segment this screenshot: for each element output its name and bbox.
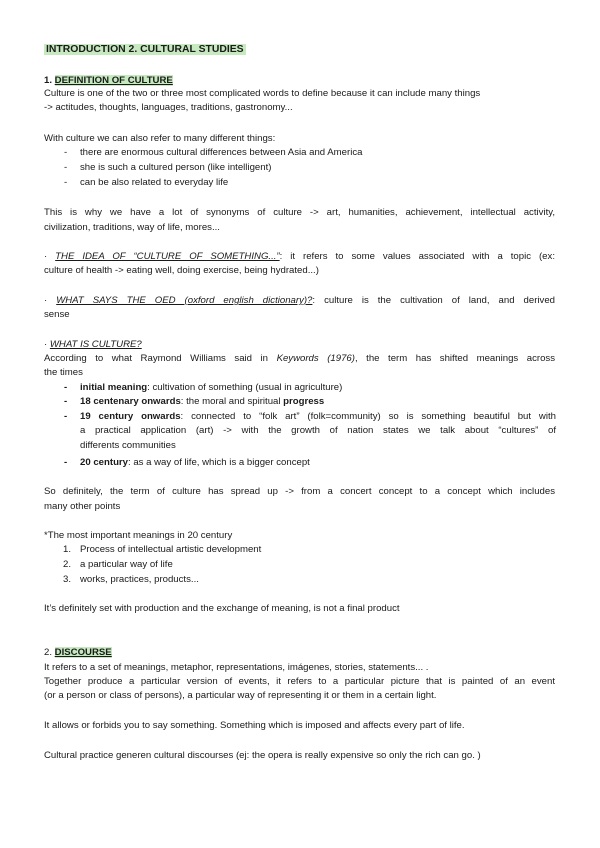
list-dash: -	[64, 147, 68, 158]
list-number: 3.	[63, 574, 72, 585]
s1-p3-line1: This is why we have a lot of synonyms of culture -> art, humanities, achievement, intellectual activity,	[44, 207, 555, 218]
list-item: 18 centenary onwards: the moral and spiritual progress	[80, 396, 325, 407]
s1-p3-line2: civilization, traditions, way of life, mores...	[44, 222, 220, 233]
s1-p4-line1: So definitely, the term of culture has spread up -> from a concert concept to a concept which includes	[44, 486, 555, 497]
idea-paragraph-line2: culture of health -> eating well, doing exercise, being hydrated...)	[44, 265, 319, 276]
s2-p4: Cultural practice generen cultural discourses (ej: the opera is really expensive so only the rich can go. )	[44, 750, 481, 761]
s2-p2-line2: (or a person or class of persons), a particular way of representing it or them in a certain light.	[44, 690, 437, 701]
bullet: ·	[44, 339, 48, 350]
raymond-line2: the times	[44, 367, 83, 378]
list-dash: -	[64, 411, 68, 422]
s2-p3: It allows or forbids you to say something. Something which is imposed and affects every part of life.	[44, 720, 465, 731]
s1-p5: *The most important meanings in 20 century	[44, 530, 233, 541]
list-item-continued: a practical application (art) -> with the growth of nation states we talk about “cultures” of	[80, 425, 556, 436]
list-item: 20 century: as a way of life, which is a bigger concept	[80, 457, 310, 468]
s2-p2-line1: Together produce a particular version of events, it refers to a particular picture that is painted of an event	[44, 676, 555, 687]
list-item: initial meaning: cultivation of something (usual in agriculture)	[80, 382, 343, 393]
list-dash: -	[64, 177, 68, 188]
list-item: Process of intellectual artistic development	[80, 544, 262, 555]
oed-label: WHAT SAYS THE OED (oxford english dictionary)?	[56, 295, 313, 306]
what-is-culture-heading: · WHAT IS CULTURE?	[44, 339, 142, 350]
list-item: can be also related to everyday life	[80, 177, 229, 188]
oed-paragraph-line1: · WHAT SAYS THE OED (oxford english dictionary)?: culture is the cultivation of land, and derived	[44, 295, 556, 306]
list-number: 1.	[63, 544, 72, 555]
bullet: ·	[44, 251, 48, 262]
list-item: works, practices, products...	[80, 574, 199, 585]
raymond-line1: According to what Raymond Williams said in Keywords (1976), the term has shifted meanings across	[44, 353, 555, 364]
list-dash: -	[64, 162, 68, 173]
section-1-heading: 1. DEFINITION OF CULTURE	[44, 75, 173, 86]
section-2-heading: 2. DISCOURSE	[44, 647, 112, 658]
idea-paragraph-line1: · THE IDEA OF “CULTURE OF SOMETHING...”: it refers to some values associated with a topic (ex:	[44, 251, 555, 262]
s1-p2: With culture we can also refer to many different things:	[44, 133, 276, 144]
list-item: there are enormous cultural differences between Asia and America	[80, 147, 363, 158]
list-dash: -	[64, 457, 68, 468]
list-number: 2.	[63, 559, 72, 570]
bullet: ·	[44, 295, 48, 306]
s2-p1: It refers to a set of meanings, metaphor, representations, imágenes, stories, statements... .	[44, 662, 429, 673]
s1-p4-line2: many other points	[44, 501, 121, 512]
list-dash: -	[64, 396, 68, 407]
list-item: she is such a cultured person (like intelligent)	[80, 162, 272, 173]
list-item: a particular way of life	[80, 559, 173, 570]
s1-p6: It’s definitely set with production and the exchange of meaning, is not a final product	[44, 603, 400, 614]
list-dash: -	[64, 382, 68, 393]
idea-label: THE IDEA OF “CULTURE OF SOMETHING...”	[55, 251, 280, 262]
list-item: 19 century onwards: connected to “folk art” (folk=community) so is something beautiful but with	[80, 411, 556, 422]
s1-p1-line2: -> actitudes, thoughts, languages, traditions, gastronomy...	[44, 102, 293, 113]
s1-p1-line1: Culture is one of the two or three most complicated words to define because it can include many things	[44, 88, 481, 99]
oed-paragraph-line2: sense	[44, 309, 70, 320]
document-title: INTRODUCTION 2. CULTURAL STUDIES	[46, 44, 244, 55]
list-item-continued: differents communities	[80, 440, 176, 451]
